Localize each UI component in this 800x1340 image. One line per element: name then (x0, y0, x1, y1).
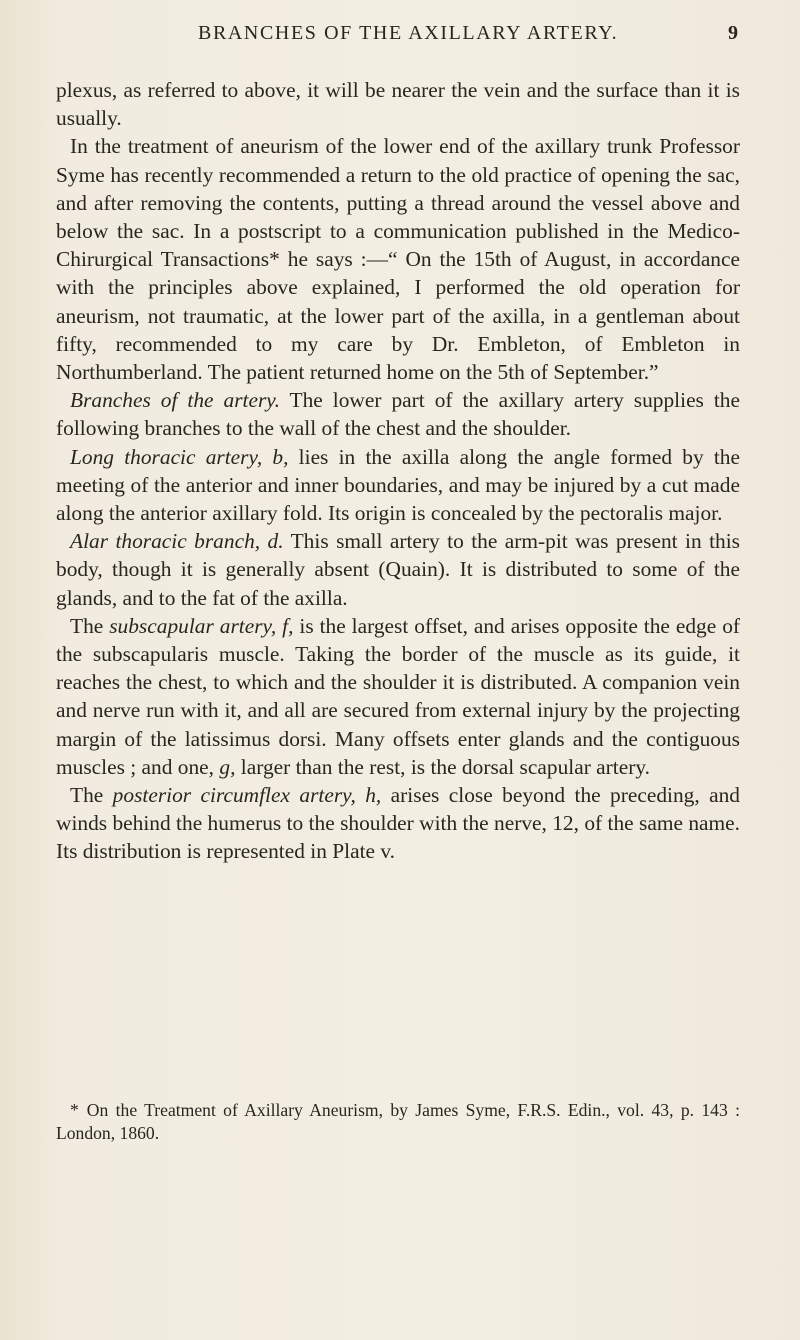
paragraph-alar-thoracic (56, 527, 740, 612)
paragraph-text: In the treatment of aneurism of the lower end of the axillary trunk Professor Syme has recently recommended a return to the old practice of opening the sac, and after removing the contents, putting a thread around the vessel above and below the sac. In a postscript to a communication published in the Medico-Chirurgical Transactions* he says :—“ On the 15th of August, in accordance with the principles above explained, I performed the old operation for aneurism, not traumatic, at the lower part of the axilla, in a gentleman about fifty, recommended to my care by Dr. Embleton, of Embleton in Northumberland. The patient returned home on the 5th of September.” (56, 134, 740, 385)
footnote-text: On the Treatment of Axillary Aneurism, by James Syme, F.R.S. Edin., vol. 43, p. 143 : London, 1860. (56, 1100, 740, 1143)
paragraph-text: The (70, 783, 113, 808)
footnote (56, 1099, 740, 1145)
paragraph-continuation (56, 76, 740, 132)
paragraph-text: The lower part of the axillary artery supplies the following branches to the wall of the chest and the shoulder. (56, 388, 740, 441)
paragraph-aneurism-treatment (56, 132, 740, 386)
paragraph-text: lies in the axilla along the angle formed by the meeting of the anterior and inner boundaries, and may be injured by a cut made along the anterior axillary fold. Its origin is concealed by the pectoralis major. (56, 444, 740, 526)
page-number: 9 (728, 22, 738, 44)
paragraph-long-thoracic (56, 443, 740, 528)
side-heading: subscapular artery, f, (109, 613, 294, 638)
paragraph-text: is the largest offset, and arises opposite the edge of the subscapularis muscle. Taking the border of the muscle as its guide, it reaches the chest, to which and the shoulder it is distributed. A companion vein and nerve run with it, and all are secured from external injury by the projecting margin of the latissimus dorsi. Many offsets enter glands and the contiguous muscles ; and one, (56, 613, 741, 779)
paragraph-text: larger than the rest, is the dorsal scapular artery. (235, 754, 651, 779)
running-head: BRANCHES OF THE AXILLARY ARTERY. (198, 22, 619, 44)
paragraph-subscapular (56, 612, 740, 781)
paragraph-text: arises close beyond the preceding, and winds behind the humerus to the shoulder with the nerve, 12, of the same name. Its distribution is represented in Plate v. (56, 783, 741, 864)
side-heading: posterior circumflex artery, h, (112, 783, 382, 808)
paragraph-text: The (70, 613, 110, 638)
side-heading: Alar thoracic branch, d. (70, 529, 284, 554)
body-text (56, 76, 740, 866)
figure-letter: g, (219, 754, 236, 779)
side-heading: Branches of the artery. (70, 388, 280, 413)
paragraph-text: This small artery to the arm-pit was present in this body, though it is generally absent (Quain). It is distributed to some of the glands, and to the fat of the axilla. (56, 529, 740, 610)
side-heading: Long thoracic artery, b, (70, 444, 289, 469)
paragraph-branches (56, 386, 740, 442)
footnote-mark: * (70, 1100, 79, 1120)
page-header (0, 22, 800, 52)
paragraph-text: plexus, as referred to above, it will be nearer the vein and the surface than it is usually. (56, 78, 740, 131)
paragraph-posterior-circumflex (56, 781, 740, 866)
